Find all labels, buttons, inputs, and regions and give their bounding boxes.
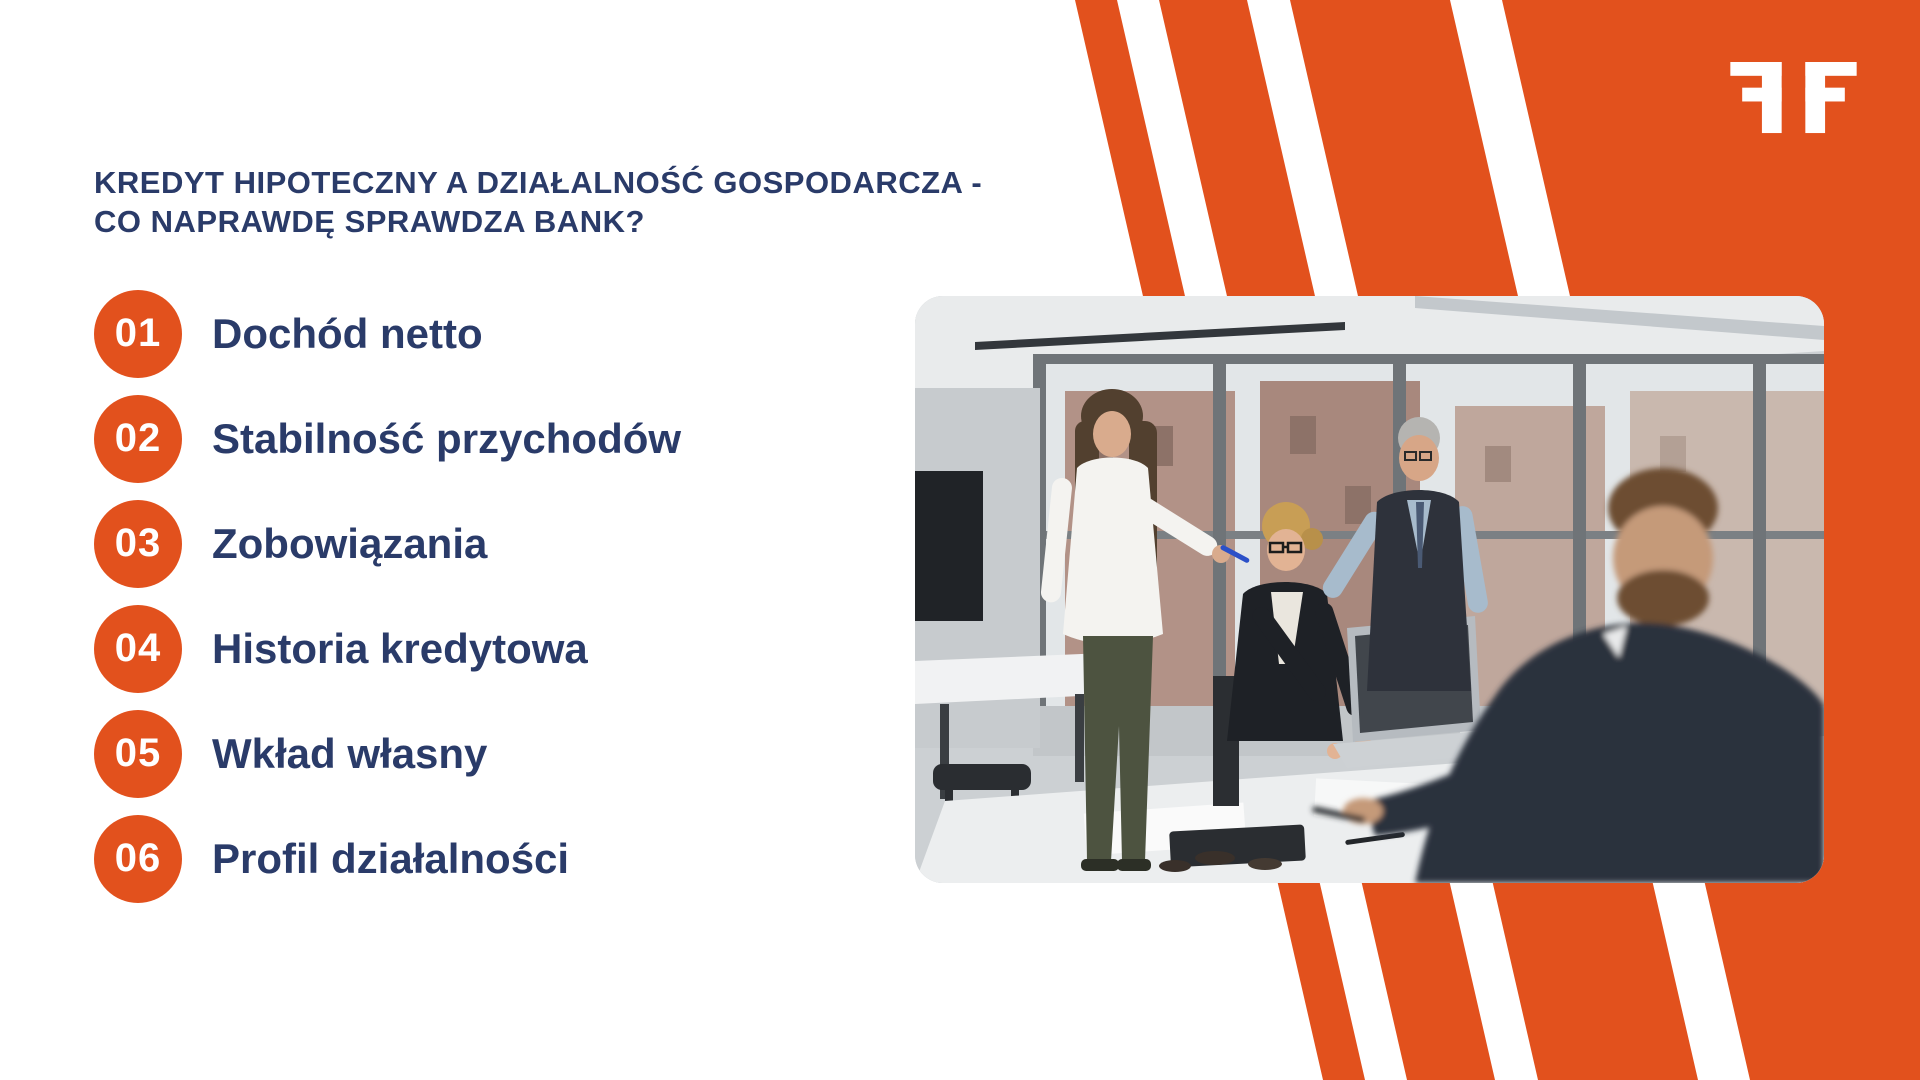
item-label: Profil działalności	[212, 834, 570, 882]
logo-right-stem	[1805, 62, 1825, 133]
ff-logo-icon	[1730, 62, 1857, 137]
office-meeting-photo	[915, 296, 1824, 883]
item-number-badge	[94, 815, 182, 903]
slide-title-line2: CO NAPRAWDĘ SPRAWDZA BANK?	[94, 204, 645, 239]
item-label: Stabilność przychodów	[212, 414, 682, 462]
slide-title	[94, 163, 982, 241]
item-number-badge	[94, 605, 182, 693]
list-item	[94, 281, 681, 386]
item-label: Wkład własny	[212, 729, 488, 777]
tv-screen	[915, 471, 983, 621]
numbered-list	[94, 281, 681, 911]
list-item	[94, 806, 681, 911]
item-number: 04	[114, 626, 162, 670]
item-number: 02	[114, 416, 162, 460]
slide-title-line1: KREDYT HIPOTECZNY A DZIAŁALNOŚĆ GOSPODARCZA -	[94, 165, 983, 200]
item-number-badge	[94, 710, 182, 798]
office-meeting-illustration	[915, 296, 1824, 883]
list-item	[94, 386, 681, 491]
logo-left-stem	[1762, 62, 1782, 133]
item-label: Historia kredytowa	[212, 624, 588, 672]
list-item	[94, 701, 681, 806]
item-label: Zobowiązania	[212, 519, 488, 567]
item-number: 06	[114, 836, 162, 880]
item-number: 05	[114, 731, 162, 775]
item-number: 01	[114, 311, 162, 355]
list-item	[94, 596, 681, 701]
list-item	[94, 491, 681, 596]
item-label: Dochód netto	[212, 309, 483, 357]
item-number-badge	[94, 500, 182, 588]
item-number: 03	[114, 521, 162, 565]
tablet	[1169, 824, 1306, 867]
item-number-badge	[94, 395, 182, 483]
item-number-badge	[94, 290, 182, 378]
